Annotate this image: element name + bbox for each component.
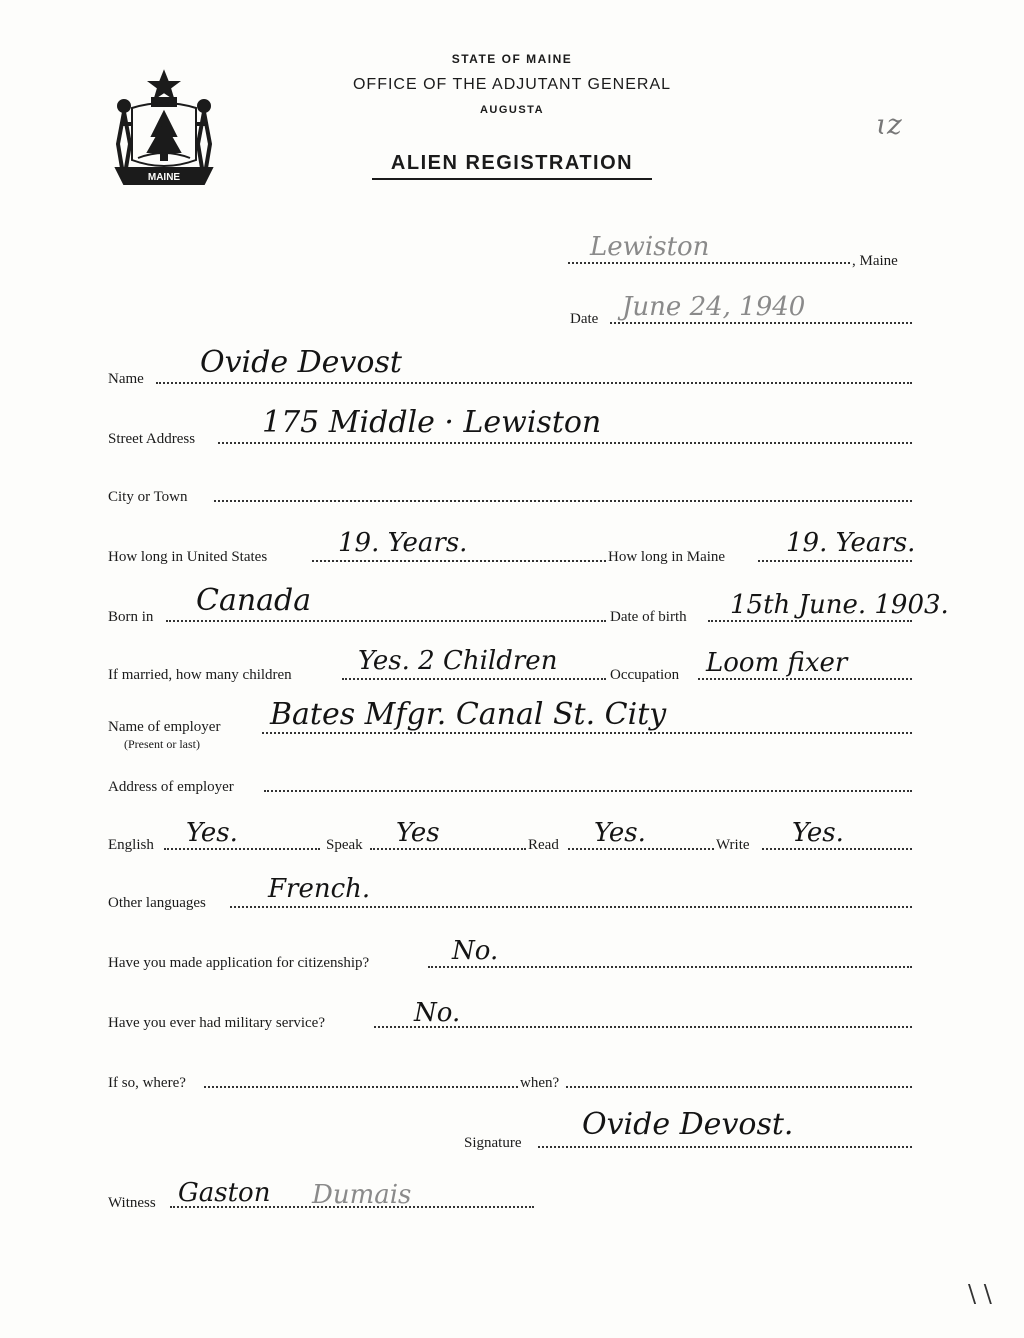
city-town-label: City or Town	[108, 489, 188, 505]
read-value[interactable]: Yes.	[594, 818, 646, 848]
employer-sublabel: (Present or last)	[124, 737, 200, 751]
how-long-us-value[interactable]: 19. Years.	[338, 528, 468, 558]
children-value[interactable]: Yes. 2 Children	[358, 646, 558, 676]
signature-line	[538, 1146, 912, 1148]
date-value[interactable]: June 24, 1940	[622, 292, 806, 322]
children-label: If married, how many children	[108, 667, 292, 683]
date-label: Date	[570, 311, 599, 327]
if-so-where-label: If so, where?	[108, 1075, 186, 1091]
citizenship-line	[428, 966, 912, 968]
born-in-line	[166, 620, 606, 622]
date-of-birth-label: Date of birth	[610, 609, 687, 625]
location-value[interactable]: Lewiston	[590, 232, 710, 262]
speak-line	[370, 848, 526, 850]
read-label: Read	[528, 837, 559, 853]
military-label: Have you ever had military service?	[108, 1015, 325, 1031]
signature-label: Signature	[464, 1135, 522, 1151]
state-heading: STATE OF MAINE	[451, 52, 573, 66]
employer-value[interactable]: Bates Mfgr. Canal St. City	[270, 697, 667, 732]
name-line	[156, 382, 912, 384]
witness-label: Witness	[108, 1195, 156, 1211]
name-value[interactable]: Ovide Devost	[200, 345, 402, 380]
title-underline	[372, 178, 652, 180]
other-languages-value[interactable]: French.	[268, 874, 371, 904]
other-languages-line	[230, 906, 912, 908]
born-in-value[interactable]: Canada	[196, 583, 312, 618]
english-value[interactable]: Yes.	[186, 818, 238, 848]
witness-surname-value[interactable]: Dumais	[312, 1180, 412, 1210]
office-heading: OFFICE OF THE ADJUTANT GENERAL	[352, 76, 672, 93]
citizenship-value[interactable]: No.	[452, 936, 499, 966]
date-of-birth-value[interactable]: 15th June. 1903.	[730, 590, 949, 620]
when-label: when?	[520, 1075, 560, 1091]
citizenship-label: Have you made application for citizenship?	[108, 955, 370, 971]
employer-address-line	[264, 790, 912, 792]
edge-mark: \ \	[968, 1280, 992, 1308]
how-long-us-label: How long in United States	[108, 549, 268, 565]
speak-label: Speak	[326, 837, 363, 853]
signature-value[interactable]: Ovide Devost.	[582, 1107, 794, 1142]
page-title: ALIEN REGISTRATION	[390, 152, 634, 174]
employer-line	[262, 732, 912, 734]
location-suffix: , Maine	[852, 253, 898, 269]
military-value[interactable]: No.	[414, 998, 461, 1028]
how-long-us-line	[312, 560, 606, 562]
other-languages-label: Other languages	[108, 895, 206, 911]
how-long-maine-label: How long in Maine	[608, 549, 726, 565]
city-town-line	[214, 500, 912, 502]
children-line	[342, 678, 606, 680]
if-so-where-line	[204, 1086, 518, 1088]
occupation-label: Occupation	[610, 667, 680, 683]
seal-text: MAINE	[147, 172, 181, 183]
occupation-value[interactable]: Loom fixer	[706, 648, 848, 678]
street-address-line	[218, 442, 912, 444]
corner-pencil-mark: ɩz	[876, 108, 902, 141]
how-long-maine-value[interactable]: 19. Years.	[786, 528, 916, 558]
speak-value[interactable]: Yes	[396, 818, 440, 848]
how-long-maine-line	[758, 560, 912, 562]
write-value[interactable]: Yes.	[792, 818, 844, 848]
name-label: Name	[108, 371, 144, 387]
street-address-label: Street Address	[108, 431, 196, 447]
witness-value[interactable]: Gaston	[178, 1178, 271, 1208]
employer-address-label: Address of employer	[108, 779, 234, 795]
street-address-value[interactable]: 175 Middle · Lewiston	[262, 405, 602, 440]
city-heading: AUGUSTA	[479, 104, 545, 116]
employer-label: Name of employer	[108, 719, 221, 735]
when-line	[566, 1086, 912, 1088]
english-label: English	[108, 837, 154, 853]
born-in-label: Born in	[108, 609, 154, 625]
state-seal-icon	[112, 68, 216, 188]
write-label: Write	[716, 837, 750, 853]
